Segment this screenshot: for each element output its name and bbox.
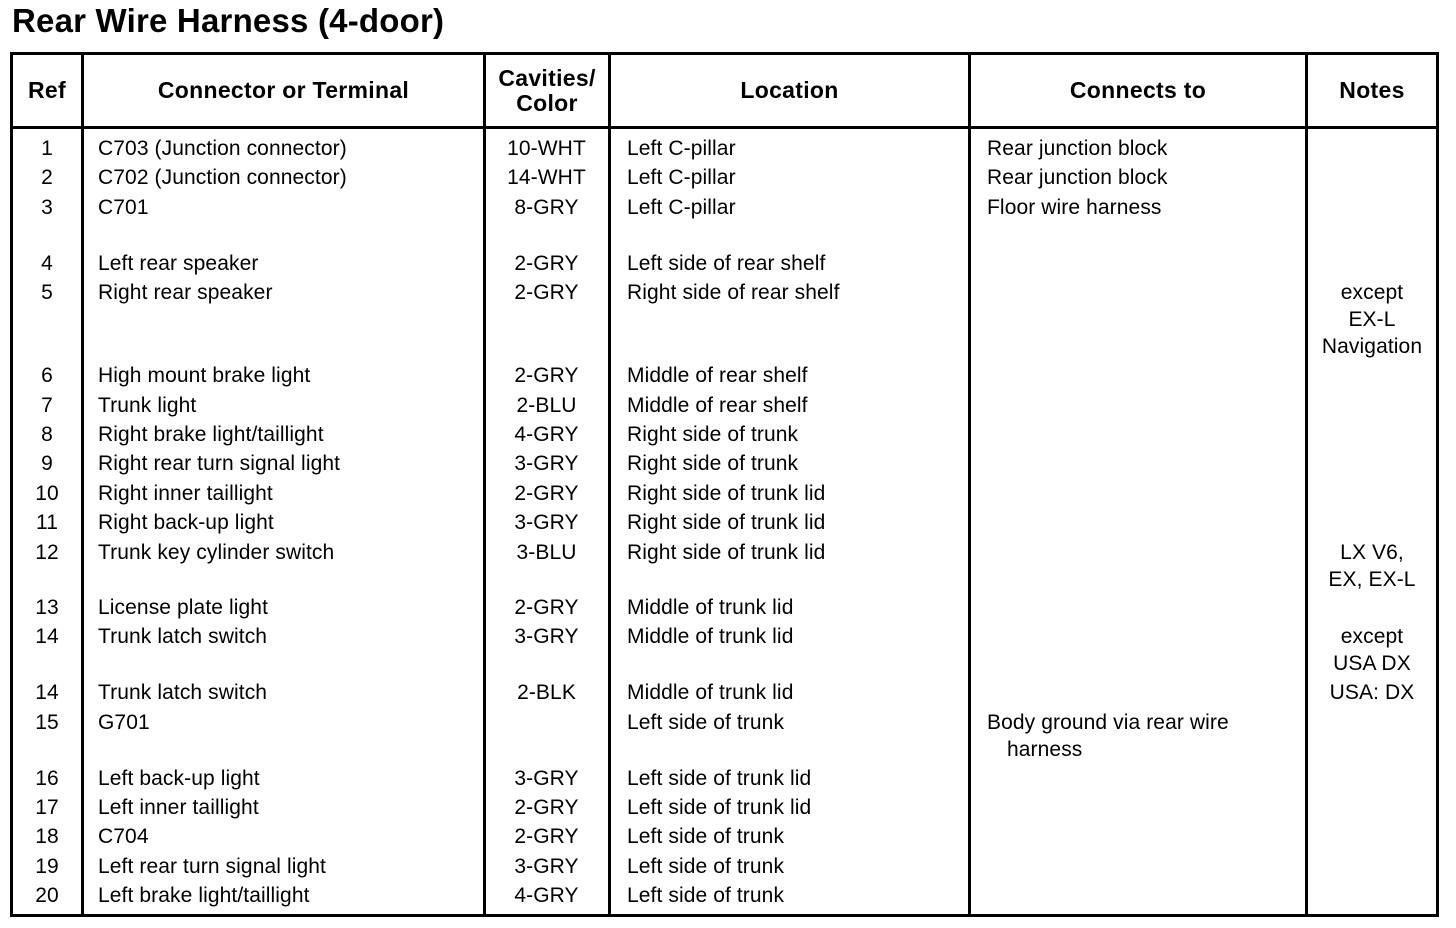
cell-cavities: 4-GRY <box>514 884 579 907</box>
cell-cavities: 8-GRY <box>514 196 579 219</box>
cell-ref: 4 <box>41 252 53 275</box>
cell-ref: 16 <box>35 767 59 790</box>
header-connector: Connector or Terminal <box>157 77 410 103</box>
cell-connects-to: Rear junction block <box>987 137 1168 160</box>
header-connects-to: Connects to <box>1069 77 1207 103</box>
cell-cavities: 3-GRY <box>514 625 579 648</box>
cell-cavities: 3-GRY <box>514 452 579 475</box>
cell-connector: G701 <box>98 711 150 734</box>
cell-location: Right side of trunk lid <box>627 511 826 534</box>
header-location: Location <box>740 77 839 103</box>
cell-connector: Left inner taillight <box>98 796 259 819</box>
cell-connector: License plate light <box>98 596 269 619</box>
cell-notes: except <box>1340 625 1404 648</box>
cell-ref: 14 <box>35 681 59 704</box>
header-ref: Ref <box>28 77 66 103</box>
harness-table <box>10 52 1439 917</box>
cell-notes: EX, EX-L <box>1328 568 1416 591</box>
cell-notes: USA DX <box>1333 652 1411 675</box>
header-cavities-line1: Cavities/ <box>498 64 596 91</box>
cell-connector: Right back-up light <box>98 511 274 534</box>
column-divider <box>1305 55 1308 914</box>
cell-cavities: 2-GRY <box>514 825 579 848</box>
cell-location: Right side of rear shelf <box>627 281 840 304</box>
cell-connector: Trunk latch switch <box>98 625 268 648</box>
cell-cavities: 2-GRY <box>514 482 579 505</box>
cell-connector: Right inner taillight <box>98 482 273 505</box>
cell-notes: LX V6, <box>1340 541 1404 564</box>
cell-connector: Trunk light <box>98 394 197 417</box>
cell-connector: C701 <box>98 196 149 219</box>
cell-cavities: 2-GRY <box>514 364 579 387</box>
cell-ref: 9 <box>41 452 53 475</box>
header-cavities <box>486 55 608 126</box>
cell-cavities: 2-GRY <box>514 596 579 619</box>
cell-ref: 13 <box>35 596 59 619</box>
cell-cavities: 2-BLK <box>517 681 576 704</box>
cell-cavities: 3-GRY <box>514 855 579 878</box>
header-divider <box>13 126 1436 129</box>
cell-location: Right side of trunk lid <box>627 482 826 505</box>
cell-location: Middle of rear shelf <box>627 394 808 417</box>
cell-location: Left C-pillar <box>627 137 736 160</box>
cell-location: Right side of trunk <box>627 423 799 446</box>
cell-location: Left side of trunk lid <box>627 767 812 790</box>
cell-cavities: 10-WHT <box>507 137 586 160</box>
cell-ref: 3 <box>41 196 53 219</box>
column-divider <box>608 55 611 914</box>
cell-ref: 14 <box>35 625 59 648</box>
cell-cavities: 3-GRY <box>514 767 579 790</box>
cell-ref: 17 <box>35 796 59 819</box>
cell-notes: except <box>1340 281 1404 304</box>
cell-cavities: 2-GRY <box>514 252 579 275</box>
cell-connector: C703 (Junction connector) <box>98 137 347 160</box>
cell-connector: Right rear turn signal light <box>98 452 341 475</box>
cell-notes: USA: DX <box>1329 681 1415 704</box>
cell-ref: 19 <box>35 855 59 878</box>
cell-connects-to: Body ground via rear wire <box>987 711 1229 734</box>
cell-location: Left C-pillar <box>627 196 736 219</box>
cell-location: Right side of trunk lid <box>627 541 826 564</box>
cell-cavities: 3-BLU <box>516 541 577 564</box>
page-title: Rear Wire Harness (4-door) <box>12 2 445 39</box>
column-divider <box>968 55 971 914</box>
cell-cavities: 2-GRY <box>514 281 579 304</box>
cell-ref: 18 <box>35 825 59 848</box>
cell-ref: 5 <box>41 281 53 304</box>
cell-location: Left side of trunk <box>627 884 785 907</box>
cell-location: Middle of trunk lid <box>627 596 794 619</box>
cell-ref: 11 <box>36 511 58 534</box>
cell-connector: Right brake light/taillight <box>98 423 324 446</box>
cell-connector: C704 <box>98 825 149 848</box>
cell-location: Right side of trunk <box>627 452 799 475</box>
cell-connector: Right rear speaker <box>98 281 273 304</box>
header-notes: Notes <box>1339 77 1405 103</box>
cell-connector: Left back-up light <box>98 767 260 790</box>
cell-location: Left side of trunk lid <box>627 796 812 819</box>
cell-cavities: 4-GRY <box>514 423 579 446</box>
cell-connector: C702 (Junction connector) <box>98 166 347 189</box>
cell-notes: Navigation <box>1321 335 1423 358</box>
cell-connector: Left brake light/taillight <box>98 884 310 907</box>
cell-location: Left C-pillar <box>627 166 736 189</box>
cell-connector: Left rear speaker <box>98 252 259 275</box>
cell-ref: 8 <box>41 423 53 446</box>
cell-location: Left side of rear shelf <box>627 252 826 275</box>
header-cavities-line2: Color <box>516 89 578 116</box>
cell-connects-to-continued: harness <box>1007 738 1083 761</box>
cell-location: Middle of trunk lid <box>627 625 794 648</box>
cell-cavities: 2-GRY <box>514 796 579 819</box>
cell-location: Left side of trunk <box>627 711 785 734</box>
cell-connector: Trunk key cylinder switch <box>98 541 335 564</box>
cell-connects-to: Rear junction block <box>987 166 1168 189</box>
cell-cavities: 3-GRY <box>514 511 579 534</box>
cell-cavities: 14-WHT <box>507 166 586 189</box>
cell-connector: High mount brake light <box>98 364 311 387</box>
cell-ref: 15 <box>35 711 59 734</box>
cell-ref: 6 <box>41 364 53 387</box>
cell-connects-to: Floor wire harness <box>987 196 1162 219</box>
cell-ref: 20 <box>35 884 59 907</box>
cell-connector: Trunk latch switch <box>98 681 268 704</box>
cell-connector: Left rear turn signal light <box>98 855 326 878</box>
cell-location: Middle of trunk lid <box>627 681 794 704</box>
cell-location: Left side of trunk <box>627 855 785 878</box>
cell-cavities: 2-BLU <box>516 394 577 417</box>
cell-ref: 10 <box>35 482 59 505</box>
column-divider <box>81 55 84 914</box>
cell-location: Left side of trunk <box>627 825 785 848</box>
cell-location: Middle of rear shelf <box>627 364 808 387</box>
cell-notes: EX-L <box>1348 308 1396 331</box>
cell-ref: 2 <box>41 166 53 189</box>
cell-ref: 7 <box>41 394 53 417</box>
cell-ref: 12 <box>35 541 59 564</box>
cell-ref: 1 <box>41 137 53 160</box>
